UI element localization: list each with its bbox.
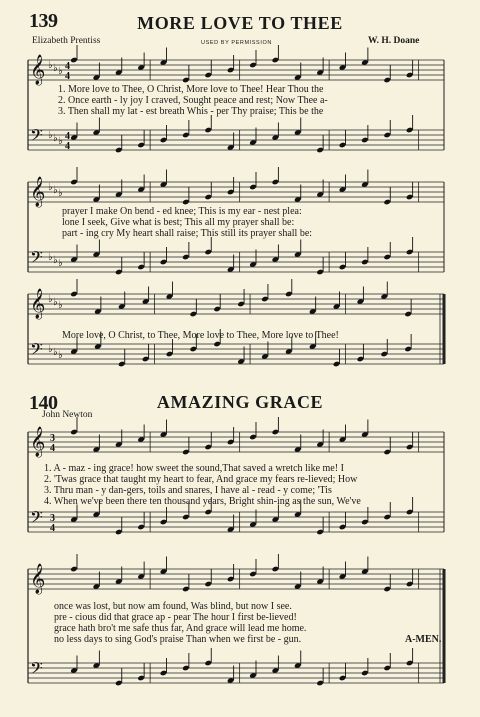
lyric-line: once was lost, but now am found, Was blind, but now I see. bbox=[54, 601, 292, 612]
svg-text:4: 4 bbox=[65, 131, 70, 142]
svg-text:𝄞: 𝄞 bbox=[30, 564, 46, 594]
lyric-line: part - ing cry My heart shall raise; This still its prayer shall be: bbox=[62, 228, 313, 239]
svg-text:♭: ♭ bbox=[53, 133, 58, 144]
svg-text:♭: ♭ bbox=[48, 60, 53, 71]
svg-text:♭: ♭ bbox=[53, 297, 58, 308]
svg-text:𝄢: 𝄢 bbox=[30, 125, 43, 149]
svg-text:♭: ♭ bbox=[48, 130, 53, 141]
lyric-line: More love, O Christ, to Thee, More love to Thee, More love to Thee! bbox=[62, 330, 339, 341]
svg-text:♭: ♭ bbox=[48, 294, 53, 305]
hymn-title: AMAZING GRACE bbox=[156, 392, 324, 412]
verse-lyrics bbox=[54, 601, 306, 645]
svg-text:4: 4 bbox=[65, 61, 70, 72]
lyric-line: 3. Thru man - y dan-gers, toils and snares, I have al - read - y come; 'Tis bbox=[44, 485, 332, 496]
hymn-number: 139 bbox=[29, 10, 58, 32]
refrain-lyrics bbox=[62, 330, 339, 341]
lyric-line: 3. Then shall my lat - est breath Whis - per Thy praise; This be the bbox=[58, 106, 324, 117]
svg-text:4: 4 bbox=[65, 71, 70, 82]
svg-text:♭: ♭ bbox=[53, 63, 58, 74]
svg-text:4: 4 bbox=[50, 443, 55, 454]
amen-label: A-MEN. bbox=[405, 634, 442, 645]
svg-text:♭: ♭ bbox=[58, 188, 63, 199]
lyric-line: pre - cious did that grace ap - pear The hour I first be-lieved! bbox=[54, 612, 297, 623]
lyric-line: lone I seek, Give what is best; This all my prayer shall be: bbox=[62, 217, 295, 228]
svg-text:3: 3 bbox=[50, 433, 55, 444]
svg-text:4: 4 bbox=[65, 141, 70, 152]
hymn-number: 140 bbox=[29, 392, 58, 414]
lyric-line: 1. A - maz - ing grace! how sweet the sound,That saved a wretch like me! I bbox=[44, 463, 344, 474]
lyric-line: prayer I make On bend - ed knee; This is my ear - nest plea: bbox=[62, 206, 302, 217]
svg-text:𝄢: 𝄢 bbox=[30, 507, 43, 531]
svg-text:♭: ♭ bbox=[53, 185, 58, 196]
lyricist-credit: John Newton bbox=[42, 410, 93, 420]
permission-note: USED BY PERMISSION bbox=[201, 40, 272, 46]
svg-text:𝄞: 𝄞 bbox=[30, 55, 46, 85]
lyric-line: 2. 'Twas grace that taught my heart to fear, And grace my fears re-lieved; How bbox=[44, 474, 358, 485]
svg-text:𝄢: 𝄢 bbox=[30, 339, 43, 363]
svg-text:𝄞: 𝄞 bbox=[30, 427, 46, 457]
verse-lyrics bbox=[44, 463, 361, 507]
svg-text:3: 3 bbox=[50, 513, 55, 524]
composer-credit: W. H. Doane bbox=[368, 36, 420, 46]
lyric-line: grace hath bro't me safe thus far, And grace will lead me home. bbox=[54, 623, 307, 634]
svg-text:𝄢: 𝄢 bbox=[30, 658, 43, 682]
svg-text:♭: ♭ bbox=[53, 255, 58, 266]
lyric-line: 4. When we've been there ten thousand years, Bright shin-ing as the sun, We've bbox=[44, 496, 361, 507]
lyricist-credit: Elizabeth Prentiss bbox=[32, 36, 101, 46]
verse-lyrics bbox=[58, 84, 328, 117]
svg-text:𝄢: 𝄢 bbox=[30, 247, 43, 271]
lyric-line: no less days to sing God's praise Than when we first be - gun. bbox=[54, 634, 302, 645]
svg-text:♭: ♭ bbox=[58, 136, 63, 147]
svg-text:♭: ♭ bbox=[58, 66, 63, 77]
lyric-line: 2. Once earth - ly joy I craved, Sought peace and rest; Now Thee a- bbox=[58, 95, 328, 106]
svg-text:𝄞: 𝄞 bbox=[30, 289, 46, 319]
svg-text:4: 4 bbox=[50, 523, 55, 534]
verse-lyrics bbox=[62, 206, 312, 239]
lyric-line: 1. More love to Thee, O Christ, More love to Thee! Hear Thou the bbox=[58, 84, 324, 95]
svg-text:♭: ♭ bbox=[58, 350, 63, 361]
svg-text:♭: ♭ bbox=[58, 258, 63, 269]
svg-text:♭: ♭ bbox=[58, 300, 63, 311]
svg-text:♭: ♭ bbox=[48, 344, 53, 355]
svg-text:♭: ♭ bbox=[53, 347, 58, 358]
svg-text:♭: ♭ bbox=[48, 182, 53, 193]
hymn-title: MORE LOVE TO THEE bbox=[137, 13, 343, 33]
svg-text:𝄞: 𝄞 bbox=[30, 177, 46, 207]
svg-text:♭: ♭ bbox=[48, 252, 53, 263]
